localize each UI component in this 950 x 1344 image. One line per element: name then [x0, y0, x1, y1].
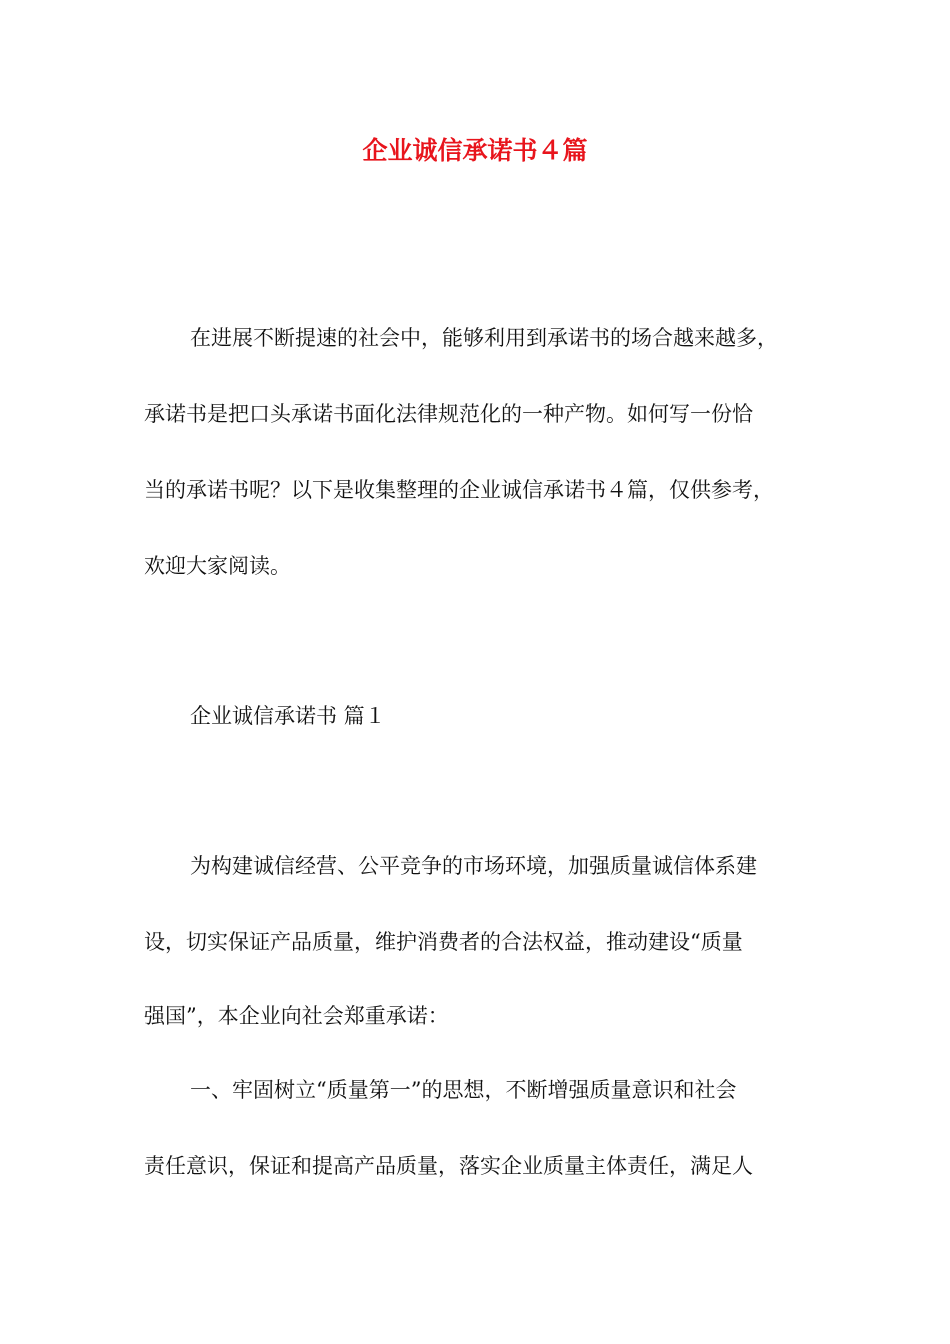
body-line-4: 一、牢固树立“质量第一”的思想，不断增强质量意识和社会: [190, 1078, 737, 1102]
intro-line-3: 当的承诺书呢？以下是收集整理的企业诚信承诺书４篇，仅供参考，: [144, 478, 774, 502]
body-line-5: 责任意识，保证和提高产品质量，落实企业质量主体责任，满足人: [144, 1154, 753, 1178]
document-title: 企业诚信承诺书４篇: [362, 136, 588, 165]
body-line-3: 强国”，本企业向社会郑重承诺：: [144, 1004, 449, 1028]
section-heading: 企业诚信承诺书 篇１: [190, 704, 386, 728]
body-line-1: 为构建诚信经营、公平竞争的市场环境，加强质量诚信体系建: [190, 854, 757, 878]
intro-line-2: 承诺书是把口头承诺书面化法律规范化的一种产物。如何写一份恰: [144, 402, 753, 426]
intro-line-4: 欢迎大家阅读。: [144, 554, 291, 578]
intro-line-1: 在进展不断提速的社会中，能够利用到承诺书的场合越来越多，: [190, 326, 778, 350]
body-line-2: 设，切实保证产品质量，维护消费者的合法权益，推动建设“质量: [144, 930, 743, 954]
